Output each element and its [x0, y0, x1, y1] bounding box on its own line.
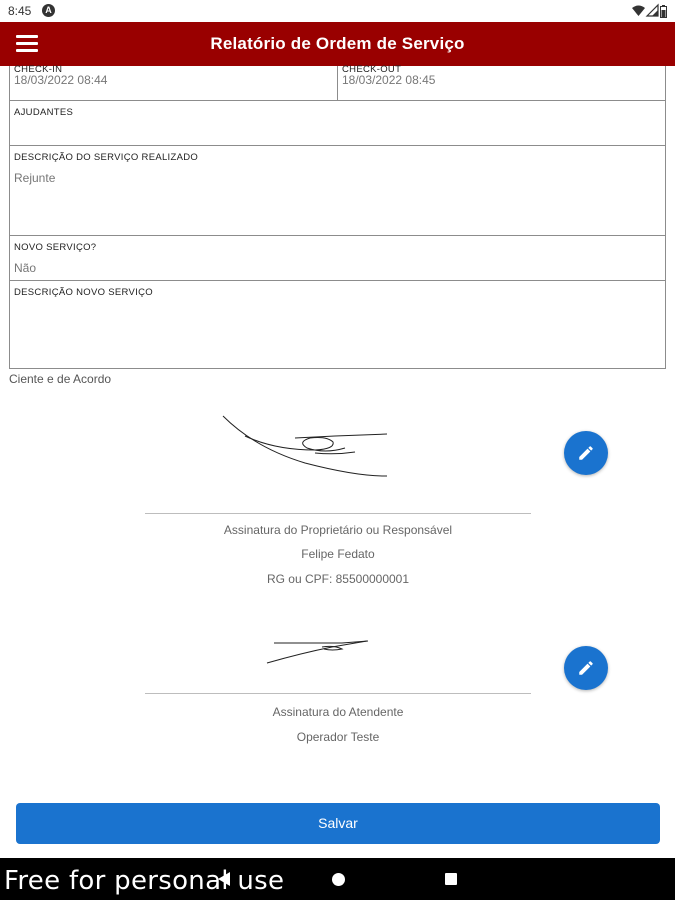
new-service-description-label: DESCRIÇÃO NOVO SERVIÇO	[14, 287, 153, 298]
checkin-checkout-row	[9, 66, 666, 101]
battery-icon	[660, 5, 667, 18]
owner-signature-line	[145, 513, 531, 514]
signal-icon	[647, 5, 658, 17]
ajudantes-field[interactable]	[9, 101, 666, 146]
page-title: Relatório de Ordem de Serviço	[210, 34, 465, 53]
owner-signature	[215, 408, 395, 483]
checkout-value: 18/03/2022 08:45	[342, 73, 436, 87]
checkout-field[interactable]	[337, 66, 665, 100]
checkin-field[interactable]	[10, 66, 337, 100]
ajudantes-label: AJUDANTES	[14, 107, 74, 118]
agreement-text: Ciente e de Acordo	[9, 372, 112, 386]
edit-attendant-signature-button[interactable]	[564, 646, 608, 690]
status-bar	[0, 0, 675, 22]
new-service-field[interactable]	[9, 236, 666, 281]
new-service-value: Não	[14, 261, 37, 275]
checkin-value: 18/03/2022 08:44	[14, 73, 108, 87]
pencil-icon	[577, 444, 595, 462]
attendant-signature-caption: Assinatura do Atendente	[272, 705, 404, 719]
status-indicators	[632, 4, 667, 18]
owner-document: RG ou CPF: 85500000001	[266, 572, 410, 586]
owner-signature-caption: Assinatura do Proprietário ou Responsável	[223, 523, 453, 537]
new-service-label: NOVO SERVIÇO?	[14, 242, 97, 253]
service-description-field[interactable]	[9, 146, 666, 236]
pencil-icon	[577, 659, 595, 677]
service-description-value: Rejunte	[14, 171, 56, 185]
app-notification-icon: A	[42, 4, 55, 17]
home-icon[interactable]	[332, 873, 345, 886]
attendant-name: Operador Teste	[296, 730, 380, 744]
new-service-description-field[interactable]	[9, 281, 666, 369]
wifi-icon	[632, 5, 645, 17]
checkin-label: CHECK-IN	[14, 64, 63, 75]
save-button[interactable]: Salvar	[16, 803, 660, 844]
status-time: 8:45	[8, 4, 32, 18]
service-description-label: DESCRIÇÃO DO SERVIÇO REALIZADO	[14, 152, 199, 163]
attendant-signature	[262, 635, 372, 670]
service-order-form	[9, 66, 666, 369]
checkout-label: CHECK-OUT	[342, 64, 402, 75]
edit-owner-signature-button[interactable]	[564, 431, 608, 475]
attendant-signature-line	[145, 693, 531, 694]
owner-name: Felipe Fedato	[301, 547, 375, 561]
app-bar	[0, 22, 675, 66]
watermark-text: Free for personal use	[4, 866, 285, 896]
recent-apps-icon[interactable]	[445, 873, 457, 885]
